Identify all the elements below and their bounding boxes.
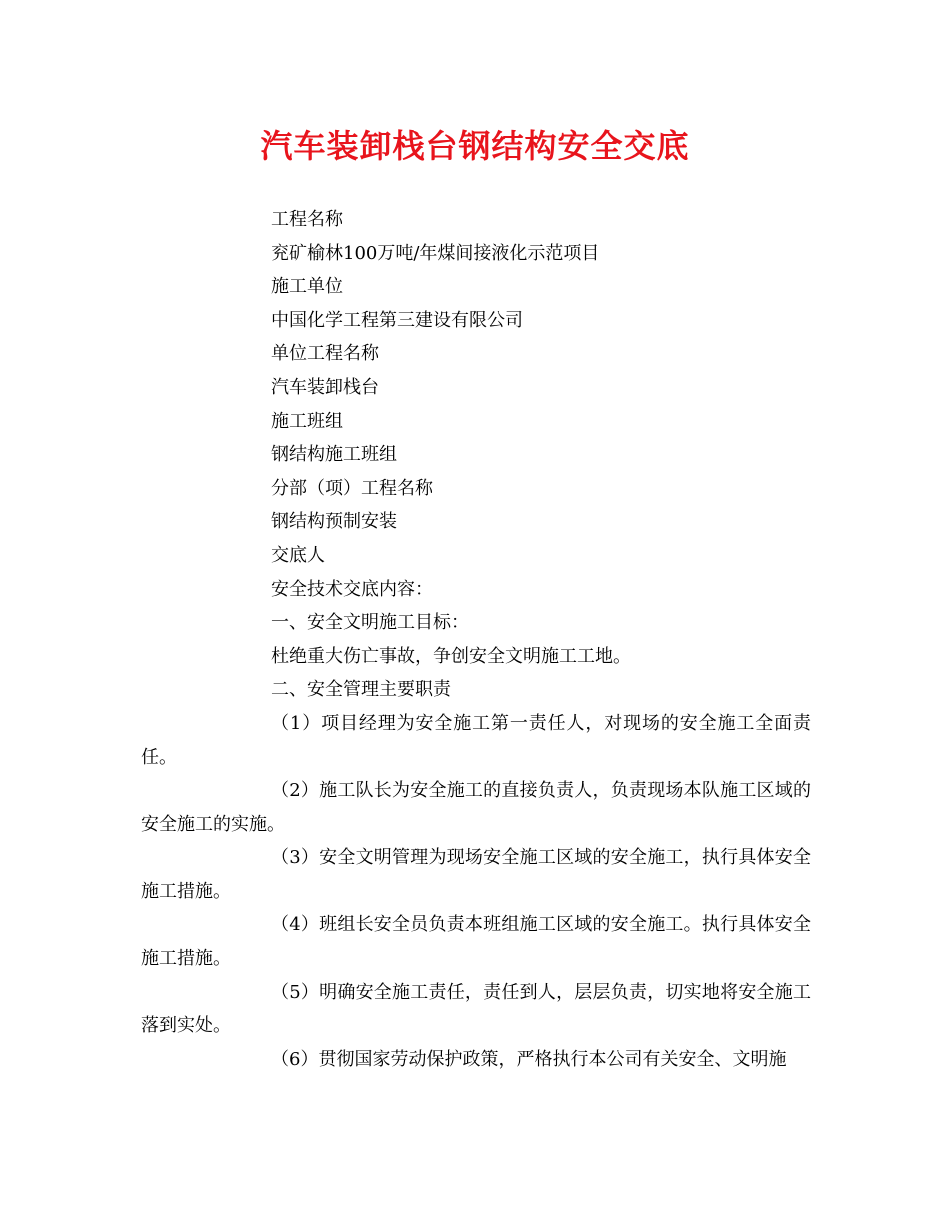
section-heading: 一、安全文明施工目标：: [271, 612, 469, 634]
field-line: 安全技术交底内容：: [271, 578, 433, 600]
field-line: 兖矿榆林100万吨/年煤间接液化示范项目: [271, 242, 600, 264]
duty-paragraph: （3）安全文明管理为现场安全施工区域的安全施工，执行具体安全施工措施。: [141, 847, 811, 902]
duty-paragraph: （2）施工队长为安全施工的直接负责人，负责现场本队施工区域的安全施工的实施。: [141, 780, 811, 835]
duty-paragraph: （4）班组长安全员负责本班组施工区域的安全施工。执行具体安全施工措施。: [141, 914, 811, 970]
field-line: 钢结构预制安装: [271, 511, 397, 533]
field-line: 施工班组: [271, 410, 343, 432]
field-line: 中国化学工程第三建设有限公司: [271, 309, 523, 331]
field-line: 施工单位: [271, 276, 343, 298]
field-line: 交底人: [271, 544, 325, 566]
field-line: 工程名称: [271, 209, 343, 230]
field-line: 单位工程名称: [271, 343, 379, 365]
duty-paragraph: （1）项目经理为安全施工第一责任人，对现场的安全施工全面责任。: [141, 712, 811, 768]
field-line: 钢结构施工班组: [271, 444, 397, 466]
field-line: 汽车装卸栈台: [271, 376, 379, 398]
document-title: 汽车装卸栈台钢结构安全交底: [260, 127, 690, 165]
document-body: [141, 203, 811, 1076]
duty-paragraph: （6）贯彻国家劳动保护政策，严格执行本公司有关安全、文明施: [271, 1048, 787, 1070]
section-heading: 二、安全管理主要职责: [271, 679, 451, 701]
field-line: 分部（项）工程名称: [271, 477, 433, 499]
duty-paragraph: （5）明确安全施工责任，责任到人，层层负责，切实地将安全施工落到实处。: [141, 981, 811, 1037]
field-line: 杜绝重大伤亡事故，争创安全文明施工工地。: [271, 645, 631, 667]
